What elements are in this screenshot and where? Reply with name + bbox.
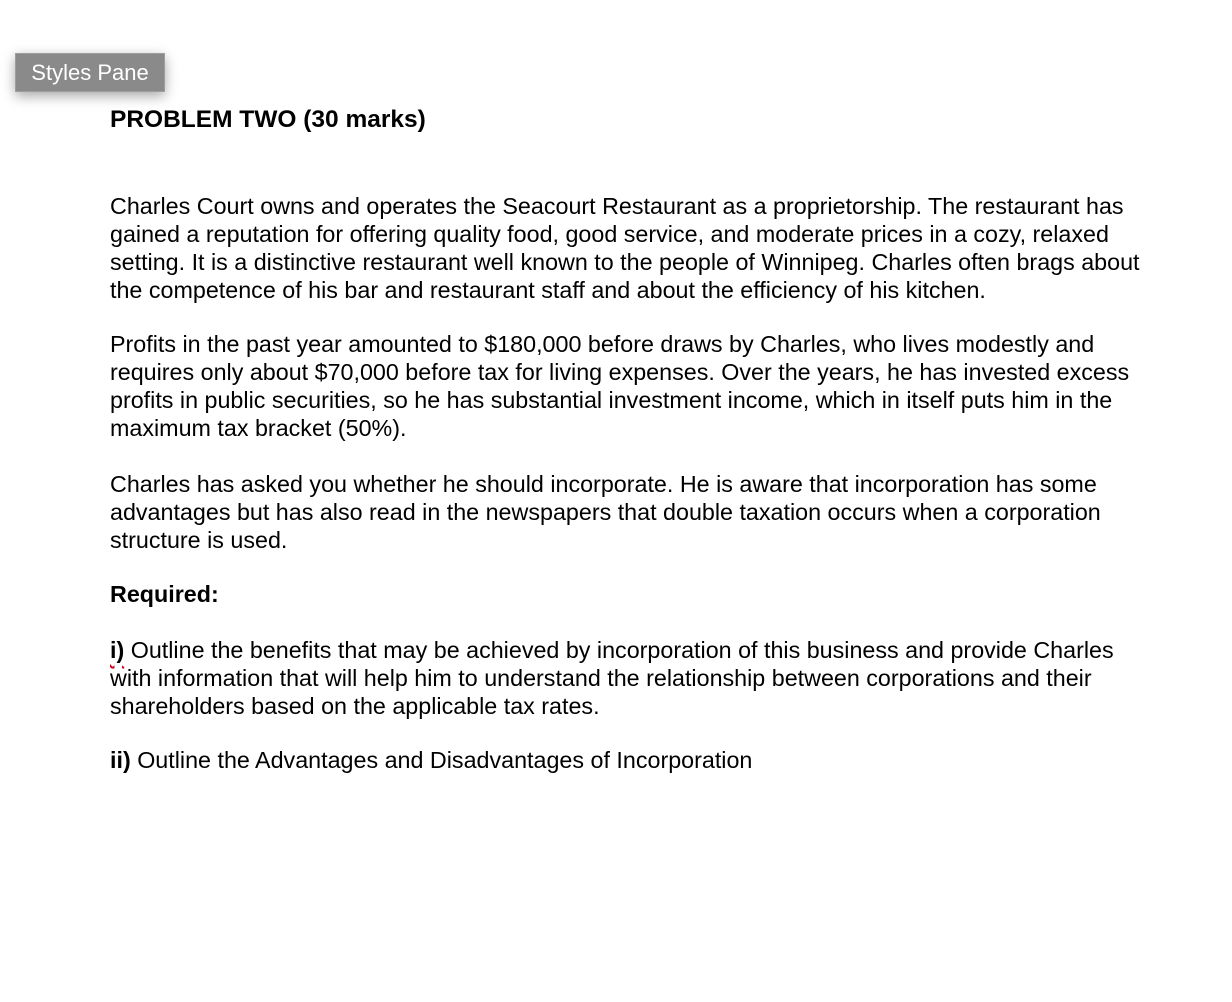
question-1-text: Outline the benefits that may be achieved by incorporation of this business and provide Charles with information that will help him to understand the relationship between corporations and their shareholders based on the applicable tax rates. [110, 637, 1114, 719]
document-body[interactable] [110, 102, 1150, 774]
question-1-label: i) [110, 637, 125, 663]
styles-pane-button[interactable]: Styles Pane [15, 53, 165, 92]
required-heading: Required: [110, 581, 219, 607]
question-2-text: Outline the Advantages and Disadvantages of Incorporation [130, 747, 753, 773]
problem-title: PROBLEM TWO (30 marks) [110, 106, 426, 133]
question-1 [110, 636, 1150, 720]
paragraph-incorporation-question: Charles has asked you whether he should incorporate. He is aware that incorporation has some advantages but has also read in the newspapers that double taxation occurs when a corporation structure is used. [110, 471, 1101, 553]
paragraph-profits: Profits in the past year amounted to $180,000 before draws by Charles, who lives modestly and requires only about $70,000 before tax for living expenses. Over the years, he has invested excess profits in public securities, so he has substantial investment income, which in itself puts him in the maximum tax bracket (50%). [110, 331, 1130, 441]
question-2-label: ii) [110, 747, 131, 773]
paragraph-intro: Charles Court owns and operates the Seacourt Restaurant as a proprietorship. The restaurant has gained a reputation for offering quality food, good service, and moderate prices in a cozy, relaxed setting. It is a distinctive restaurant well known to the people of Winnipeg. Charles often brags about the competence of his bar and restaurant staff and about the efficiency of his kitchen. [110, 193, 1140, 303]
question-2 [110, 746, 1150, 774]
